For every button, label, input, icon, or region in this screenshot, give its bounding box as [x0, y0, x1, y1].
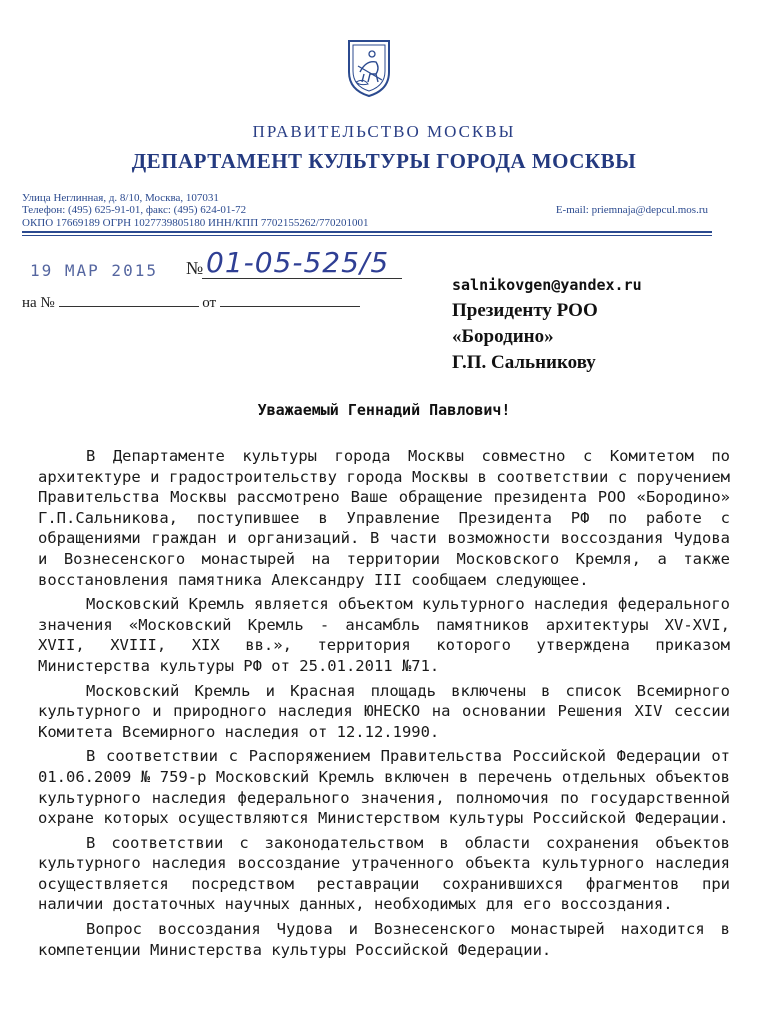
salutation: Уважаемый Геннадий Павлович! [257, 401, 511, 419]
paragraph: В Департаменте культуры города Москвы совместно с Комитетом по архитектуре и градостроительству города Москвы в соответствии с поручением Правительства Москвы рассмотрено Ваше обращение президента РОО «Бородино» Г.П.Сальникова, поступившее в Управление Президента РФ по работе с обращениями граждан и организаций. В части возможности воссоздания Чудова и Вознесенского монастырей на территории Московского Кремля, а также восстановления памятника Александру III сообщаем следующее. [38, 447, 730, 589]
ref-label: на № [22, 295, 55, 311]
header-divider [22, 231, 712, 233]
paragraph: В соответствии с законодательством в области сохранения объектов культурного наследия воссоздание утраченного объекта культурного наследия осуществляется посредством реставрации сохранившихся фрагментов при наличии достаточных научных данных, необходимых для его воссоздания. [38, 833, 730, 914]
paragraph: Московский Кремль является объектом культурного наследия федерального значения «Московский Кремль - ансамбль памятников архитектуры XV-XVI, XVII, XVIII, XIX вв.», территория которого утверждена приказом Министерства культуры РФ от 25.01.2011 №71. [38, 595, 730, 675]
recipient-email: salnikovgen@yandex.ru [452, 276, 642, 294]
paragraph: Вопрос воссоздания Чудова и Вознесенского монастырей находится в компетенции Министерства культуры Российской Федерации. [38, 920, 730, 959]
letter-body [38, 446, 730, 964]
date-stamp: 19 МАР 2015 [30, 261, 158, 280]
number-label: № [186, 258, 204, 278]
phone-line: Телефон: (495) 625-91-01, факс: (495) 624-01-72 [22, 204, 247, 216]
registration-codes: ОКПО 17669189 ОГРН 1027739805180 ИНН/КПП 7702155262/770201001 [22, 217, 369, 229]
recipient-block [452, 272, 642, 376]
recipient-organization: «Бородино» [452, 326, 554, 347]
department-title: ДЕПАРТАМЕНТ КУЛЬТУРЫ ГОРОДА МОСКВЫ [131, 149, 637, 173]
outgoing-number: 01-05-525/5 [206, 246, 390, 279]
email-line: E-mail: priemnaja@depcul.mos.ru [555, 204, 708, 216]
paragraph: Московский Кремль и Красная площадь включены в список Всемирного культурного и природного наследия ЮНЕСКО на основании Решения XIV сессии Комитета Всемирного наследия от 12.12.1990. [38, 681, 730, 741]
address-line: Улица Неглинная, д. 8/10, Москва, 107031 [22, 192, 219, 204]
ref-number-blank [59, 292, 199, 307]
moscow-coat-of-arms-icon [346, 38, 392, 98]
reference-row [22, 292, 360, 312]
recipient-name: Г.П. Сальникову [452, 352, 596, 373]
from-label: от [202, 295, 217, 311]
recipient-title: Президенту РОО [452, 300, 598, 321]
government-title: ПРАВИТЕЛЬСТВО МОСКВЫ [252, 122, 516, 141]
ref-date-blank [220, 292, 360, 307]
header-divider-thin [22, 235, 712, 236]
number-underline [202, 278, 402, 279]
paragraph: В соответствии с Распоряжением Правительства Российской Федерации от 01.06.2009 № 759-р Московский Кремль включен в перечень отдельных объектов культурного наследия федерального значения, полномочия по государственной охране которых осуществляются Министерством культуры Российской Федерации. [38, 747, 730, 828]
